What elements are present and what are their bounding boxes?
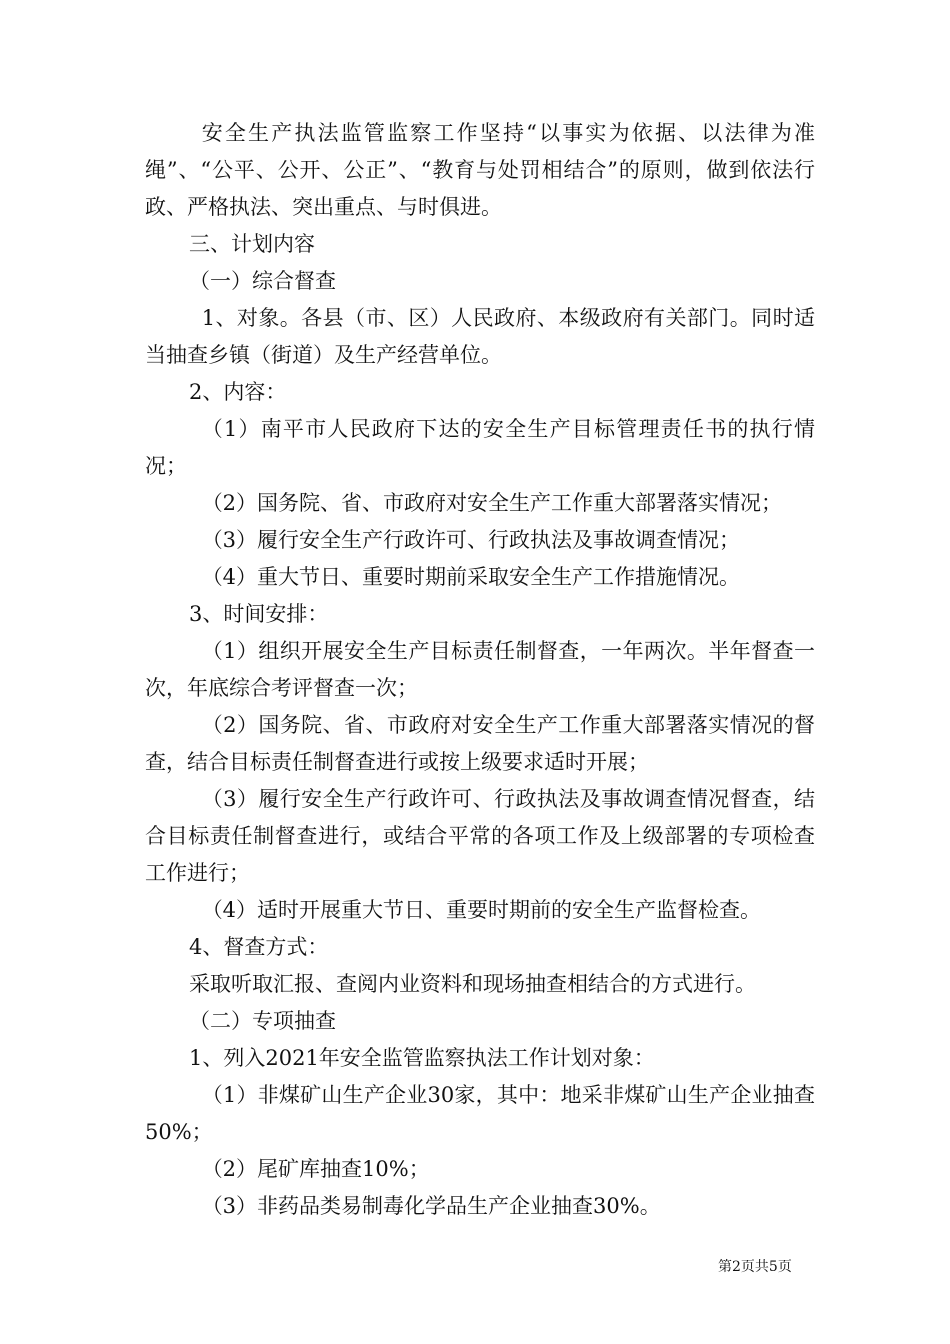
- item-heading-targets-2021: 1、列入2021年安全监管监察执法工作计划对象：: [189, 1046, 655, 1070]
- section-heading-plan-content: 三、计划内容: [189, 232, 315, 256]
- list-item-content-1: （1）南平市人民政府下达的安全生产目标管理责任书的执行情况；: [145, 417, 815, 478]
- list-item-special-2: （2）尾矿库抽查10%；: [201, 1157, 430, 1181]
- item-heading-method: 4、督查方式：: [189, 935, 329, 959]
- subsection-heading-comprehensive: （一）综合督查: [189, 269, 336, 293]
- list-item-special-3: （3）非药品类易制毒化学品生产企业抽查30%。: [201, 1194, 661, 1218]
- paragraph-principles: 安全生产执法监管监察工作坚持“以事实为依据、以法律为准绳”、“公平、公开、公正”、“教育与处罚相结合”的原则，做到依法行政、严格执法、突出重点、与时俱进。: [145, 121, 815, 219]
- list-item-schedule-2: （2）国务院、省、市政府对安全生产工作重大部署落实情况的督查，结合目标责任制督查进行或按上级要求适时开展；: [145, 713, 815, 774]
- item-heading-schedule: 3、时间安排：: [189, 602, 329, 626]
- paragraph-targets: 1、对象。各县（市、区）人民政府、本级政府有关部门。同时适当抽查乡镇（街道）及生产经营单位。: [145, 306, 815, 367]
- list-item-schedule-4: （4）适时开展重大节日、重要时期前的安全生产监督检查。: [201, 898, 762, 922]
- subsection-heading-special: （二）专项抽查: [189, 1009, 336, 1033]
- list-item-schedule-1: （1）组织开展安全生产目标责任制督查，一年两次。半年督查一次，年底综合考评督查一次；: [145, 639, 815, 700]
- list-item-content-4: （4）重大节日、重要时期前采取安全生产工作措施情况。: [201, 565, 741, 589]
- list-item-schedule-3: （3）履行安全生产行政许可、行政执法及事故调查情况督查，结合目标责任制督查进行，或结合平常的各项工作及上级部署的专项检查工作进行；: [145, 787, 815, 885]
- paragraph-method: 采取听取汇报、查阅内业资料和现场抽查相结合的方式进行。: [189, 972, 756, 996]
- item-heading-content: 2、内容：: [189, 380, 287, 404]
- list-item-special-1: （1）非煤矿山生产企业30家，其中：地采非煤矿山生产企业抽查50%；: [145, 1083, 815, 1144]
- document-body: [145, 115, 815, 1225]
- list-item-content-3: （3）履行安全生产行政许可、行政执法及事故调查情况；: [201, 528, 741, 552]
- page-number: 第2页共5页: [718, 1259, 792, 1275]
- list-item-content-2: （2）国务院、省、市政府对安全生产工作重大部署落实情况；: [201, 491, 783, 515]
